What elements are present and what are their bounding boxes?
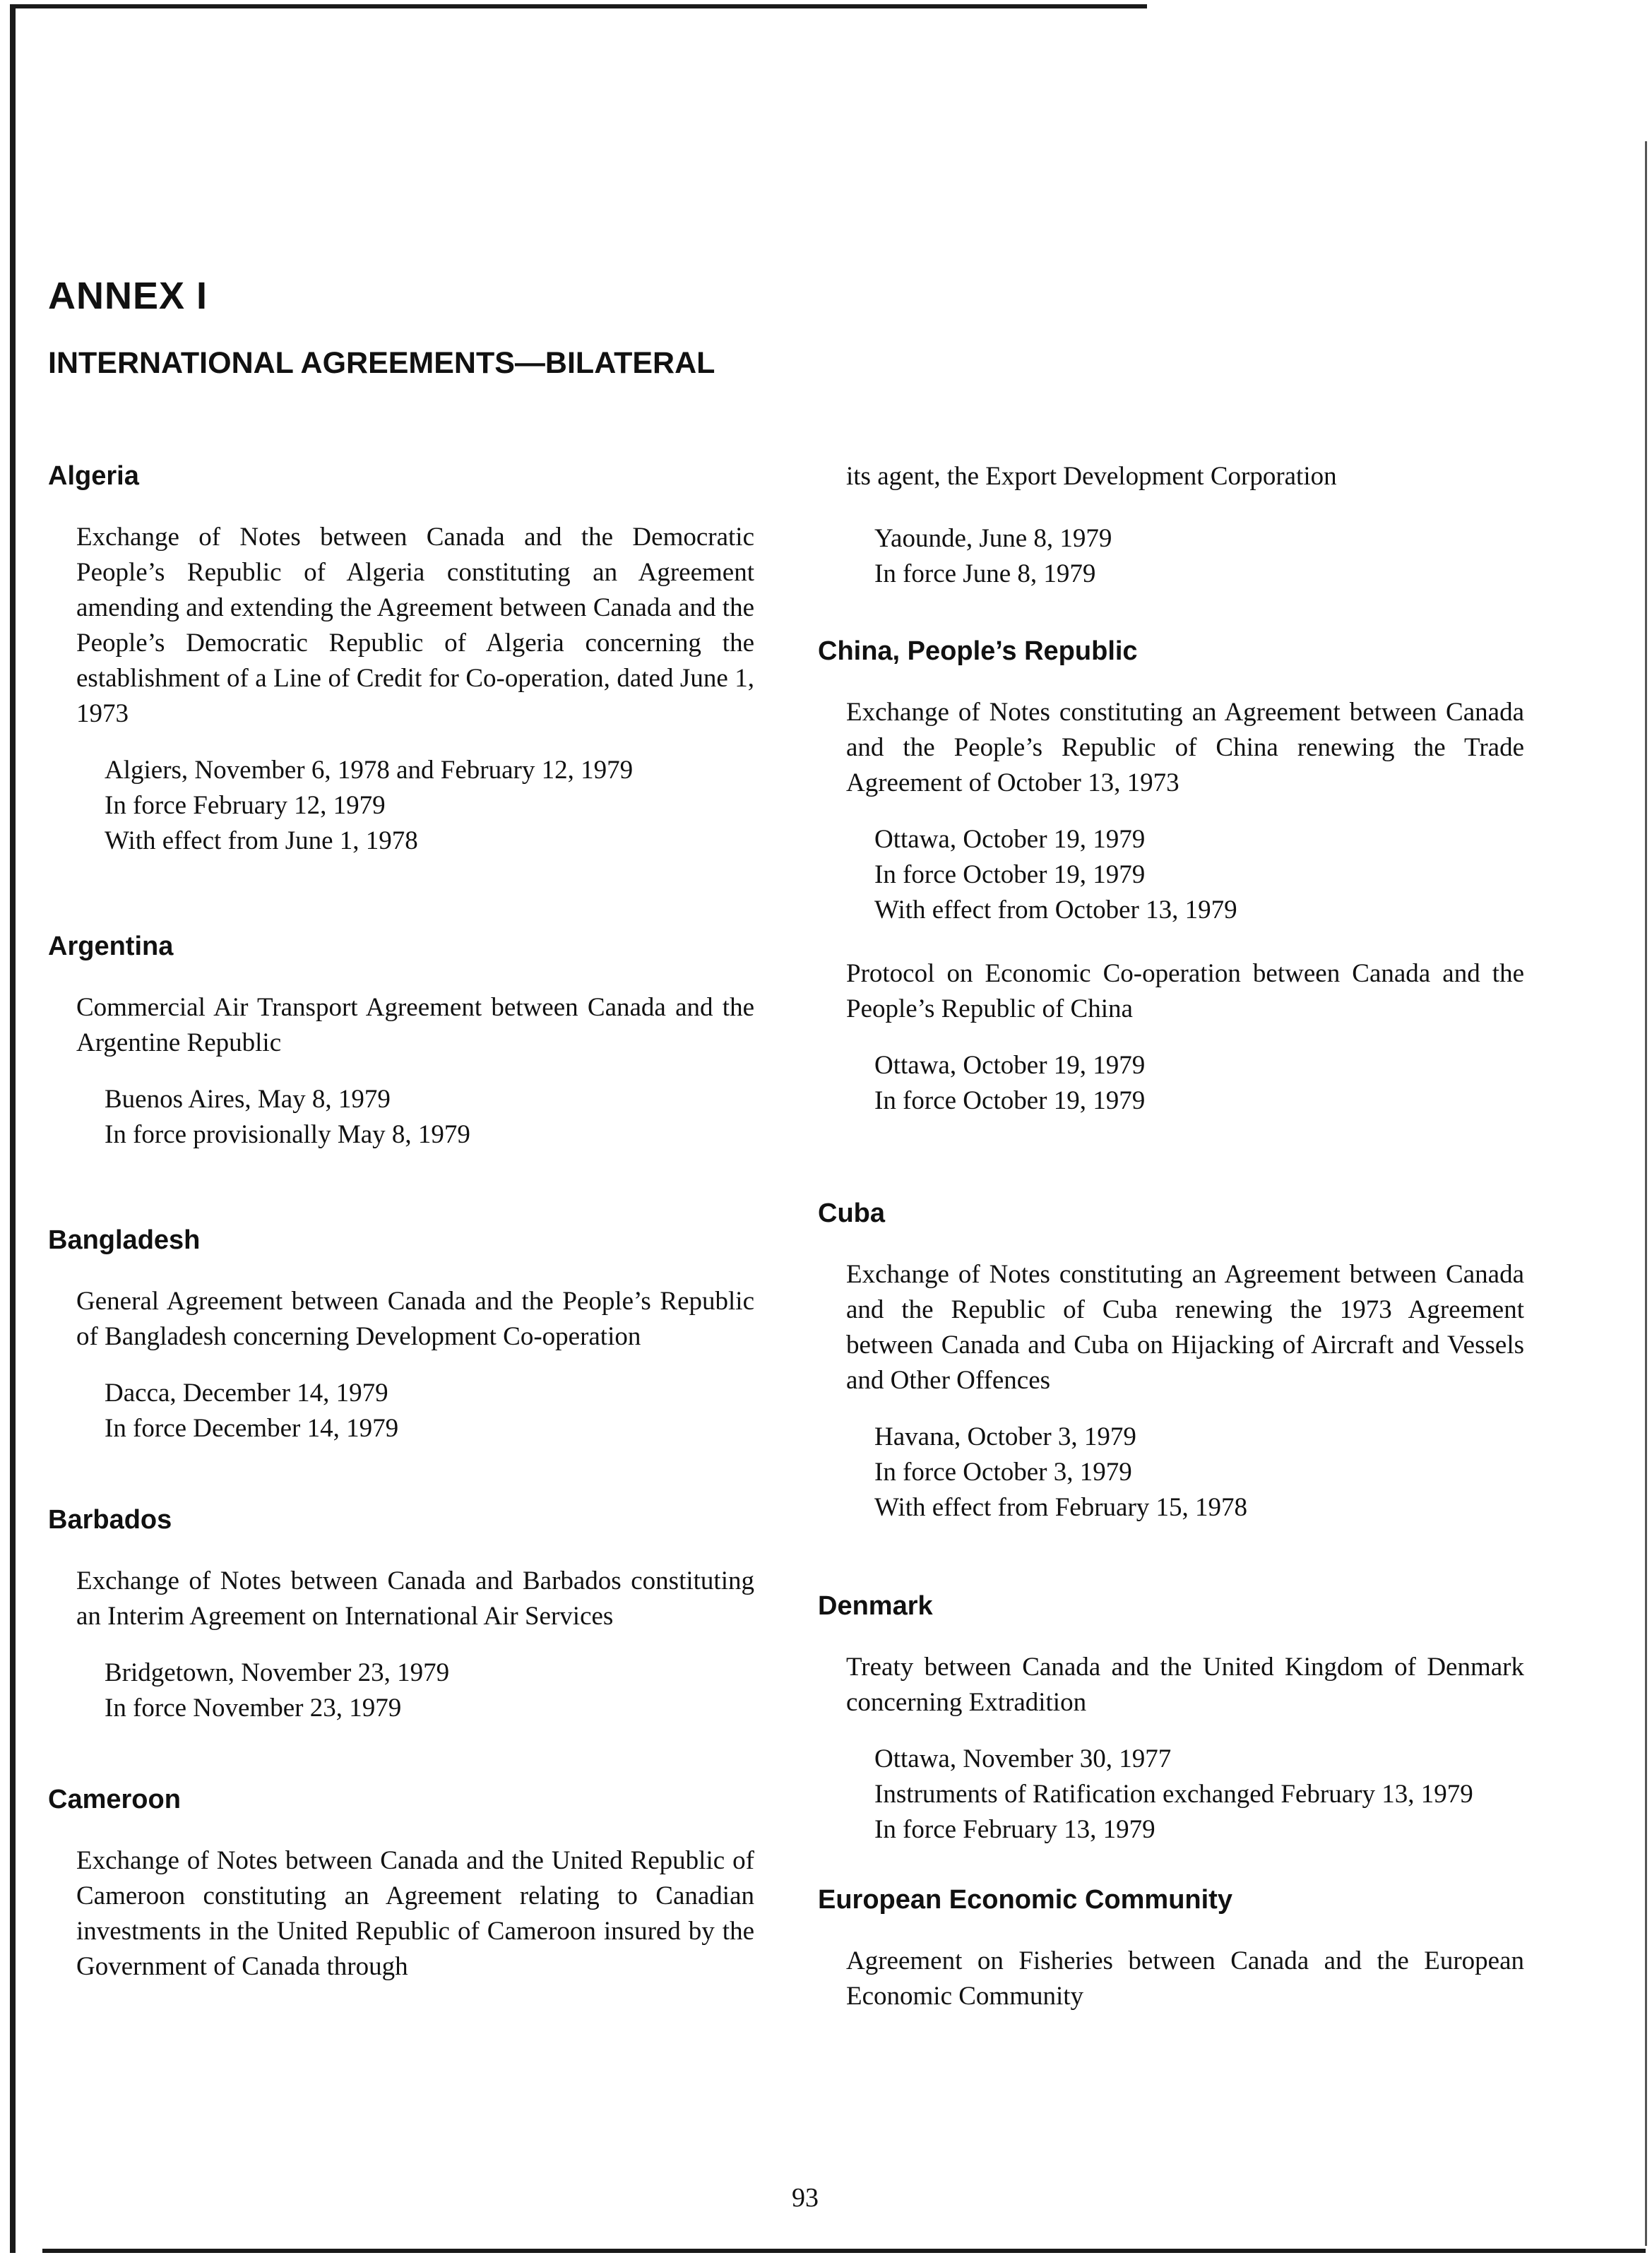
agreement-detail: Dacca, December 14, 1979 bbox=[105, 1379, 388, 1408]
country-cameroon-continued bbox=[818, 459, 1524, 592]
country-eec bbox=[818, 1883, 1524, 2014]
country-barbados bbox=[48, 1503, 754, 1726]
agreement-detail: In force provisionally May 8, 1979 bbox=[105, 1120, 470, 1149]
agreement-entry bbox=[48, 1284, 754, 1446]
agreement-detail: In force November 23, 1979 bbox=[105, 1694, 402, 1723]
agreement-detail: Havana, October 3, 1979 bbox=[874, 1422, 1136, 1451]
page-number: 93 bbox=[792, 2183, 819, 2213]
agreement-detail: With effect from February 15, 1978 bbox=[874, 1493, 1248, 1522]
country-heading: Algeria bbox=[48, 461, 139, 491]
right-column bbox=[818, 459, 1524, 2042]
country-heading: Cameroon bbox=[48, 1785, 181, 1814]
agreement-entry bbox=[818, 1650, 1524, 1848]
agreement-entry bbox=[48, 990, 754, 1153]
country-china bbox=[818, 634, 1524, 1119]
country-cameroon bbox=[48, 1783, 754, 1985]
agreement-entry bbox=[818, 956, 1524, 1119]
page-binding-left bbox=[10, 7, 16, 2253]
agreement-detail: Ottawa, October 19, 1979 bbox=[874, 1051, 1146, 1080]
agreement-entry bbox=[818, 1944, 1524, 2014]
agreement-title: Exchange of Notes constituting an Agreement between Canada and the People’s Republic of China renewing the Trade Agreement of October 13, 1973 bbox=[846, 698, 1524, 797]
agreement-detail: With effect from October 13, 1979 bbox=[874, 896, 1237, 924]
annex-title: ANNEX I bbox=[48, 275, 208, 317]
agreement-detail: In force October 3, 1979 bbox=[874, 1458, 1132, 1487]
country-heading: Cuba bbox=[818, 1199, 885, 1228]
agreement-detail: Instruments of Ratification exchanged February 13, 1979 bbox=[874, 1780, 1473, 1809]
agreement-detail: In force February 13, 1979 bbox=[874, 1815, 1155, 1844]
agreement-title: General Agreement between Canada and the People’s Republic of Bangladesh concerning Development Co-operation bbox=[76, 1287, 754, 1351]
agreement-detail: Ottawa, November 30, 1977 bbox=[874, 1744, 1172, 1773]
agreement-detail: Algiers, November 6, 1978 and February 12, 1979 bbox=[105, 756, 634, 785]
country-heading: European Economic Community bbox=[818, 1885, 1232, 1915]
agreement-detail: Bridgetown, November 23, 1979 bbox=[105, 1658, 450, 1687]
agreement-title: Exchange of Notes between Canada and the Democratic People’s Republic of Algeria constituting an Agreement amending and extending the Agreement between Canada and the People’s Democratic Republic of Algeria concerning the establishment of a Line of Credit for Co-operation, dated June 1, 1973 bbox=[76, 523, 754, 728]
agreement-detail: In force June 8, 1979 bbox=[874, 559, 1096, 588]
agreement-title: Exchange of Notes between Canada and Barbados constituting an Interim Agreement on International Air Services bbox=[76, 1566, 754, 1631]
country-heading: Argentina bbox=[48, 932, 174, 961]
page-binding-top bbox=[10, 4, 1147, 8]
agreement-detail: Yaounde, June 8, 1979 bbox=[874, 524, 1112, 553]
country-denmark bbox=[818, 1589, 1524, 1848]
country-heading: Denmark bbox=[818, 1591, 933, 1621]
country-heading: Bangladesh bbox=[48, 1225, 201, 1255]
agreement-entry bbox=[48, 1564, 754, 1726]
country-bangladesh bbox=[48, 1223, 754, 1446]
agreement-detail: Buenos Aires, May 8, 1979 bbox=[105, 1085, 391, 1114]
agreement-detail: In force October 19, 1979 bbox=[874, 1086, 1146, 1115]
agreement-title: Exchange of Notes constituting an Agreement between Canada and the Republic of Cuba renewing the 1973 Agreement between Canada and Cuba on Hijacking of Aircraft and Vessels and Other Offences bbox=[846, 1260, 1524, 1395]
page-binding-bottom bbox=[42, 2249, 1646, 2253]
country-heading: China, People’s Republic bbox=[818, 636, 1138, 666]
agreement-entry bbox=[48, 520, 754, 859]
country-argentina bbox=[48, 929, 754, 1153]
country-algeria bbox=[48, 459, 754, 859]
agreement-entry bbox=[48, 1843, 754, 1985]
agreement-detail: In force October 19, 1979 bbox=[874, 860, 1146, 889]
agreement-detail: Ottawa, October 19, 1979 bbox=[874, 825, 1146, 854]
agreement-detail: In force December 14, 1979 bbox=[105, 1414, 399, 1443]
left-column bbox=[48, 459, 754, 2013]
annex-subtitle: INTERNATIONAL AGREEMENTS—BILATERAL bbox=[48, 346, 715, 380]
agreement-title: Treaty between Canada and the United Kingdom of Denmark concerning Extradition bbox=[846, 1653, 1524, 1717]
country-cuba bbox=[818, 1196, 1524, 1526]
agreement-title: Exchange of Notes between Canada and the United Republic of Cameroon constituting an Agreement relating to Canadian investments in the United Republic of Cameroon insured by the Government of Canada through bbox=[76, 1846, 754, 1981]
agreement-detail: In force February 12, 1979 bbox=[105, 791, 386, 820]
agreement-entry bbox=[818, 695, 1524, 928]
agreement-detail: With effect from June 1, 1978 bbox=[105, 826, 418, 855]
agreement-continuation: its agent, the Export Development Corporation bbox=[846, 462, 1337, 491]
agreement-entry bbox=[818, 521, 1524, 592]
agreement-title: Protocol on Economic Co-operation between Canada and the People’s Republic of China bbox=[846, 959, 1524, 1023]
agreement-entry bbox=[818, 1257, 1524, 1526]
page-binding-right bbox=[1645, 141, 1647, 2246]
country-heading: Barbados bbox=[48, 1505, 172, 1535]
agreement-title: Agreement on Fisheries between Canada and the European Economic Community bbox=[846, 1946, 1524, 2011]
agreement-title: Commercial Air Transport Agreement between Canada and the Argentine Republic bbox=[76, 993, 754, 1057]
